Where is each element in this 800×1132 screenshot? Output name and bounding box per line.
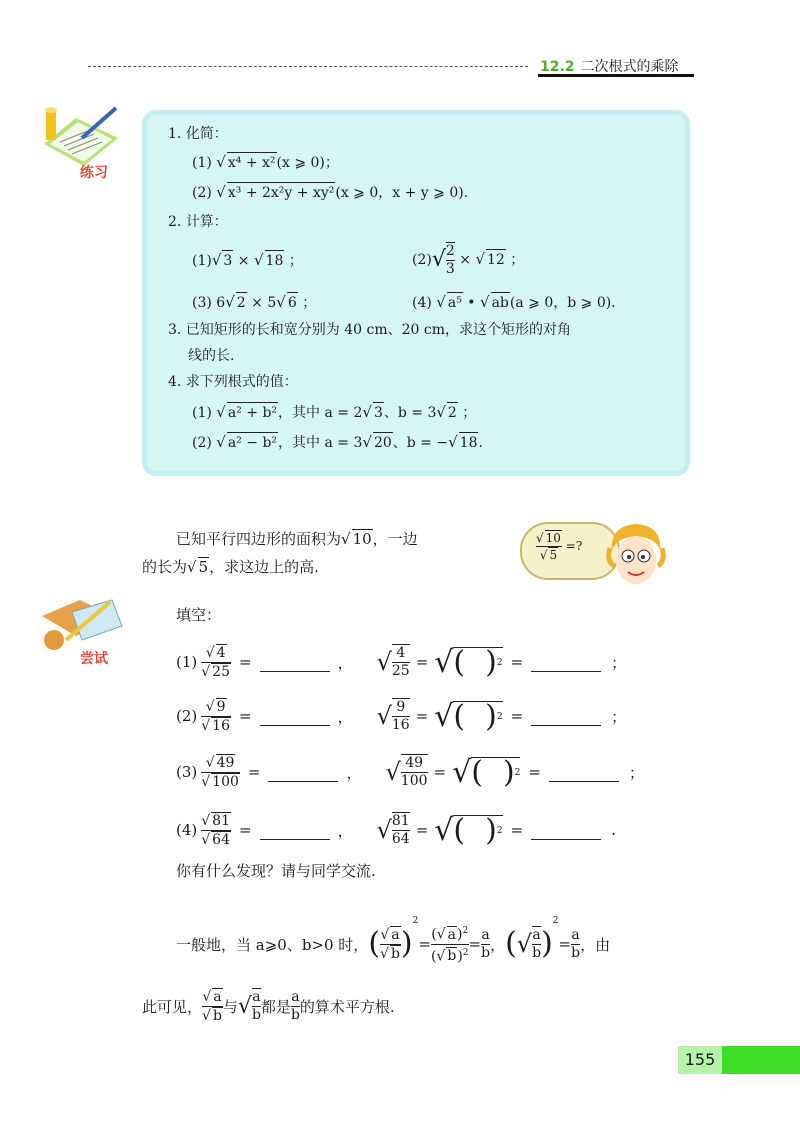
try-prompt: 填空：	[176, 606, 222, 624]
general-line1: 一般地，当 a⩾0、b>0 时， ( $\frac{√ a}{√ b}$ ) 2 = $\frac{(√ a)^2}{(√ b)^2}$ = $\frac{a}{b}$ ， ( √ $\frac{a}{b}$ ) 2 = $\frac{a}{b}$ ，由	[176, 916, 611, 965]
general-line2: 此可见， $\frac{√ a}{√ b}$ 与 √ $\frac{a}{b}$ 都是 $\frac{a}{b}$ 的算术平方根.	[142, 988, 395, 1024]
section-title: 二次根式的乘除	[580, 59, 679, 75]
try-icon-label: 尝试	[80, 651, 108, 667]
q2-part4: (4) √ a⁵ • √ ab(a ⩾ 0，b ⩾ 0).	[412, 293, 616, 311]
q4-prompt: 4. 求下列根式的值：	[168, 374, 298, 390]
answer-blank[interactable]	[549, 763, 619, 782]
answer-blank[interactable]	[260, 821, 330, 840]
page-number: 155	[678, 1046, 722, 1074]
try-row: (4) $\frac{√ 81}{√ 64}$ = ， √ $\frac{81}{64}$ = √ ( ) 2 = .	[176, 812, 616, 848]
q4-part1: (1) √ a² + b²，其中 a = 2√ 3、b = 3√ 2 ；	[192, 403, 477, 421]
section-number: 12.2	[540, 59, 575, 75]
q1-part2: (2) √ x³ + 2x²y + xy²(x ⩾ 0，x + y ⩾ 0).	[192, 183, 469, 201]
q3-line1: 3. 已知矩形的长和宽分别为 40 cm、20 cm，求这个矩形的对角	[168, 322, 572, 338]
q1-prompt: 1. 化简：	[168, 126, 228, 142]
q2-part3: (3) 6√ 2 × 5√ 6 ；	[192, 293, 317, 311]
try-icon	[36, 596, 126, 670]
thought-bubble: $\frac{√ 10}{√ 5}$ =?	[520, 522, 620, 580]
exercise-icon	[36, 104, 126, 184]
problem-line2: 的长为√ 5，求这边上的高.	[142, 558, 319, 576]
answer-blank[interactable]	[268, 763, 338, 782]
cartoon-face	[606, 520, 666, 594]
q3-line2: 线的长.	[188, 348, 235, 364]
try-discuss: 你有什么发现？请与同学交流.	[176, 862, 376, 880]
answer-blank[interactable]	[531, 821, 601, 840]
try-row: (3) $\frac{√ 49}{√ 100}$ = ， √ $\frac{49}{100}$ = √ ( ) 2 = ；	[176, 754, 644, 790]
answer-blank[interactable]	[260, 707, 330, 726]
running-header	[540, 56, 679, 76]
q2-part1: (1)√ 3 × √ 18 ；	[192, 251, 303, 269]
try-row: (2) $\frac{√ 9}{√ 16}$ = ， √ $\frac{9}{16}$ = √ ( ) 2 = ；	[176, 698, 627, 734]
header-dashed-line	[88, 66, 528, 67]
q1-part1: (1) √ x⁴ + x²(x ⩾ 0)；	[192, 153, 339, 171]
answer-blank[interactable]	[531, 707, 601, 726]
try-row: (1) $\frac{√ 4}{√ 25}$ = ， √ $\frac{4}{25}$ = √ ( ) 2 = ；	[176, 644, 627, 680]
q2-prompt: 2. 计算：	[168, 214, 228, 230]
q2-part2: (2)√ $\frac{2}{3}$ × √ 12 ；	[412, 243, 525, 277]
answer-blank[interactable]	[260, 653, 330, 672]
exercise-icon-label: 练习	[80, 165, 108, 181]
problem-line1: 已知平行四边形的面积为√ 10，一边	[176, 530, 418, 548]
q4-part2: (2) √ a² − b²，其中 a = 3√ 20、b = −√ 18.	[192, 433, 483, 451]
answer-blank[interactable]	[531, 653, 601, 672]
